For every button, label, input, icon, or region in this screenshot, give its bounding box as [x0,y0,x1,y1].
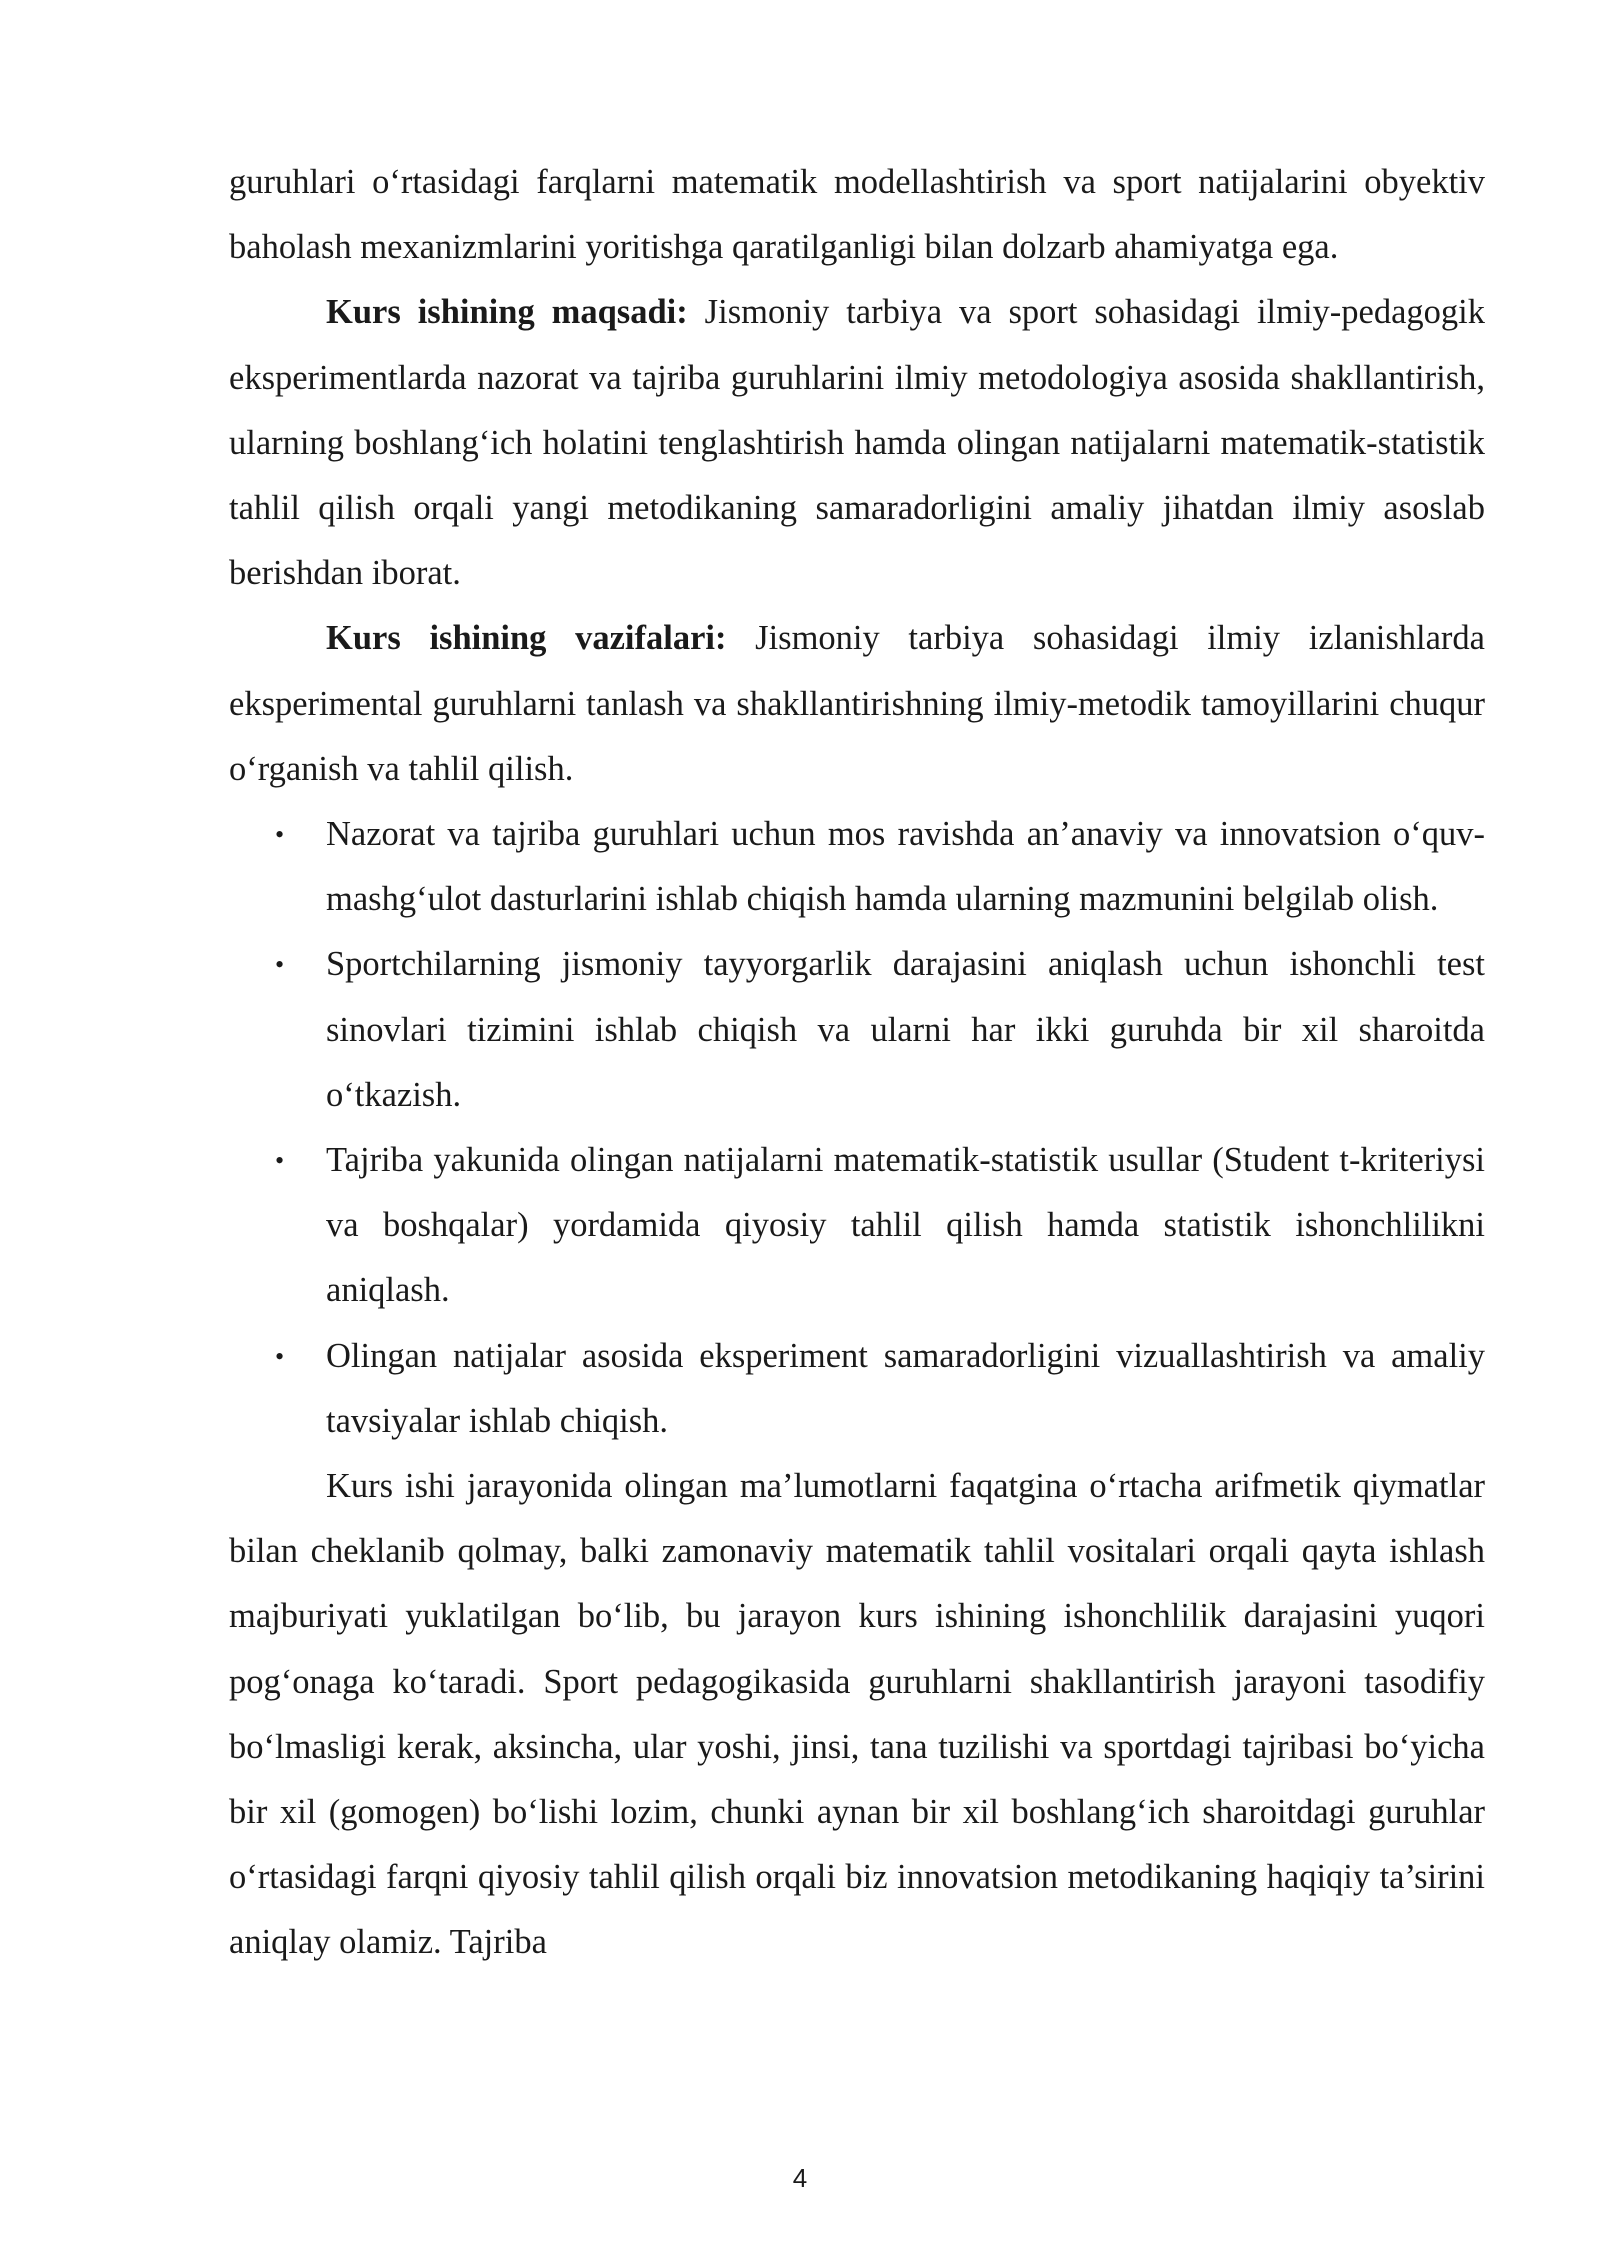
tasks-heading: Kurs ishining vazifalari: [326,619,727,658]
final-paragraph: Kurs ishi jarayonida olingan ma’lumotlarni faqatgina o‘rtacha arifmetik qiymatlar bilan cheklanib qolmay, balki zamonaviy matematik tahlil vositalari orqali qayta ishlash majburiyati yuklatilgan bo‘lib, bu jarayon kurs ishining ishonchlilik darajasini yuqori pog‘onaga ko‘taradi. Sport pedagogikasida guruhlarni shakllantirish jarayoni tasodifiy bo‘lmasligi kerak, aksincha, ular yoshi, jinsi, tana tuzilishi va sportdagi tajribasi bo‘yicha bir xil (gomogen) bo‘lishi lozim, chunki aynan bir xil boshlang‘ich sharoitdagi guruhlar o‘rtasidagi farqni qiyosiy tahlil qilish orqali biz innovatsion metodikaning haqiqiy ta’sirini aniqlay olamiz. Tajriba [229,1467,1485,1962]
bullet-marker: • [275,1341,285,1371]
bullet-marker: • [275,1146,285,1176]
bullet-marker: • [275,820,285,850]
tasks-text: Jismoniy tarbiya sohasidagi ilmiy izlanishlarda eksperimental guruhlarni tanlash va shakllantirishning ilmiy-metodik tamoyillarini chuqur o‘rganish va tahlil qilish. [229,619,1485,788]
task-bullet-list [229,802,1485,1454]
list-item-text: Nazorat va tajriba guruhlari uchun mos ravishda an’anaviy va innovatsion o‘quv-mashg‘ulot dasturlarini ishlab chiqish hamda ularning mazmunini belgilab olish. [326,815,1485,919]
list-item-text: Sportchilarning jismoniy tayyorgarlik darajasini aniqlash uchun ishonchli test sinovlari tizimini ishlab chiqish va ularni har ikki guruhda bir xil sharoitda o‘tkazish. [326,945,1485,1114]
list-item [229,1128,1485,1324]
page-number: 4 [792,2163,808,2193]
list-item [229,802,1485,932]
list-item-text: Tajriba yakunida olingan natijalarni matematik-statistik usullar (Student t-kriteriysi va boshqalar) yordamida qiyosiy tahlil qilish hamda statistik ishonchlilikni aniqlash. [326,1141,1485,1310]
bullet-marker: • [275,950,285,980]
list-item-text: Olingan natijalar asosida eksperiment samaradorligini vizuallashtirish va amaliy tavsiyalar ishlab chiqish. [326,1336,1485,1440]
tasks-paragraph [229,606,1485,802]
goal-paragraph [229,280,1485,606]
list-item [229,932,1485,1128]
body-text [229,150,1485,1976]
goal-heading: Kurs ishining maqsadi: [326,293,688,332]
list-item [229,1324,1485,1454]
intro-paragraph: guruhlari o‘rtasidagi farqlarni matematik modellashtirish va sport natijalarini obyektiv baholash mexanizmlarini yoritishga qaratilganligi bilan dolzarb ahamiyatga ega. [229,163,1485,267]
goal-text: Jismoniy tarbiya va sport sohasidagi ilmiy-pedagogik eksperimentlarda nazorat va tajriba guruhlarini ilmiy metodologiya asosida shakllantirish, ularning boshlang‘ich holatini tenglashtirish hamda olingan natijalarni matematik-statistik tahlil qilish orqali yangi metodikaning samaradorligini amaliy jihatdan ilmiy asoslab berishdan iborat. [229,293,1485,593]
